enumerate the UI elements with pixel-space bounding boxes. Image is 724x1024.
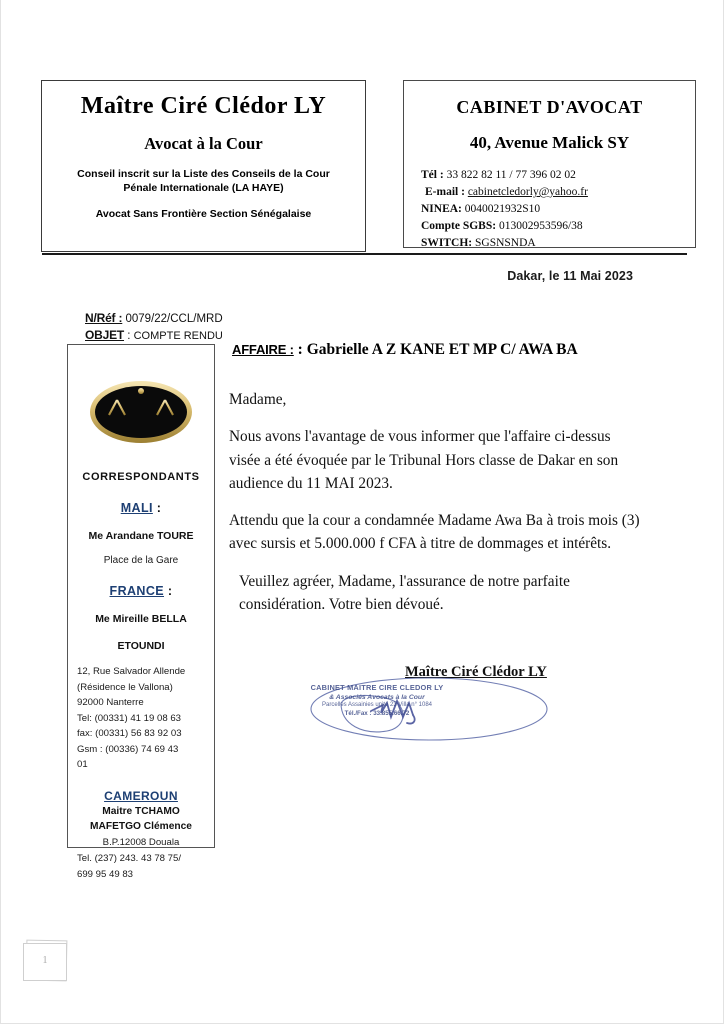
body-paragraph-3: Veuillez agréer, Madame, l'assurance de notre parfaite considération. Votre bien dévoué.	[239, 572, 570, 613]
stamp-line-2: & Associés Avocats à la Cour	[329, 693, 425, 701]
credential-line-2: Pénale Internationale (LA HAYE)	[123, 181, 284, 194]
credential-line-1: Conseil inscrit sur la Liste des Conseils de la Cour	[77, 168, 330, 180]
correspondent-address-mali: Place de la Gare	[103, 555, 179, 566]
correspondent-name-mali: Me Arandane TOURE	[88, 530, 194, 542]
compte-label: Compte SGBS:	[421, 220, 497, 233]
stamp-text-block	[309, 683, 445, 717]
correspondent-name2-cameroun: MAFETGO Clémence	[90, 820, 192, 832]
reference-row	[85, 310, 223, 327]
correspondent-name-france: Me Mireille BELLA	[95, 613, 187, 625]
sidebar-country-mali	[68, 501, 214, 515]
correspondents-heading: CORRESPONDANTS	[82, 471, 200, 483]
email-value[interactable]: cabinetcledorly@yahoo.fr	[467, 186, 588, 199]
correspondent-name-cameroun: Maitre TCHAMO	[102, 805, 180, 817]
address-line: 01	[77, 759, 88, 771]
country-label-france: FRANCE	[109, 584, 165, 598]
cabinet-title: CABINET D'AVOCAT	[456, 97, 643, 117]
address-line: (Résidence le Vallona)	[77, 681, 173, 693]
address-line: Gsm : (00336) 74 69 43	[77, 743, 179, 755]
objet-value: COMPTE RENDU	[133, 330, 223, 343]
country-label-mali: MALI	[120, 501, 153, 515]
salutation: Madame,	[229, 391, 287, 408]
signature-name: Maître Ciré Clédor LY	[405, 664, 547, 680]
cabinet-tel-row	[421, 167, 695, 184]
page-number: 1	[42, 955, 48, 966]
cabinet-address: 40, Avenue Malick SY	[469, 133, 630, 152]
objet-row	[85, 327, 223, 345]
tel-value: 33 822 82 11 / 77 396 02 02	[446, 169, 576, 181]
official-stamp	[301, 673, 551, 745]
affaire-value: Gabrielle A Z KANE ET MP C/ AWA BA	[306, 341, 578, 358]
stamp-line-3: Parcelles Assainies unité 23 Villa n° 1084	[321, 702, 433, 708]
address-line: 12, Rue Salvador Allende	[77, 666, 186, 677]
body-paragraph-1: Nous avons l'avantage de vous informer que l'affaire ci-dessus visée a été évoquée par le Tribunal Hors classe de Dakar en son audience du 11 MAI 2023.	[229, 428, 619, 492]
body-paragraph-2: Attendu que la cour a condamnée Madame Awa Ba à trois mois (3) avec sursis et 5.000.000 f CFA à titre de dommages et intérêts.	[229, 512, 640, 553]
letterhead-right-box	[403, 80, 696, 248]
affaire-label: AFFAIRE :	[232, 342, 294, 357]
address-line: Tel: (00331) 41 19 08 63	[77, 712, 182, 724]
date-line: Dakar, le 11 Mai 2023	[507, 269, 633, 283]
reference-value: 0079/22/CCL/MRD	[125, 313, 223, 325]
firm-role: Avocat à la Cour	[144, 134, 263, 153]
letterhead	[41, 80, 696, 252]
stamp-line-4: Tél./Fax : 33.855.66.72	[344, 709, 410, 717]
objet-separator: :	[124, 330, 131, 343]
cabinet-compte-row	[421, 218, 695, 235]
page-thumbnail[interactable]	[23, 943, 67, 981]
cabinet-email-row	[421, 184, 695, 201]
correspondent-address-cameroun-2: Tel. (237) 243. 43 78 75/	[77, 853, 182, 865]
correspondent-address-cameroun-1: B.P.12008 Douala	[102, 837, 180, 849]
letter-body	[229, 388, 641, 630]
cabinet-contact-block	[421, 167, 695, 252]
objet-label: OBJET	[85, 328, 125, 343]
correspondent-name2-france: ETOUNDI	[117, 640, 165, 652]
ninea-value: 0040021932S10	[464, 203, 541, 216]
ninea-label: NINEA:	[421, 203, 462, 216]
switch-label: SWITCH:	[421, 237, 473, 250]
scales-of-justice-logo	[89, 379, 193, 445]
correspondent-address-france	[77, 664, 214, 773]
sidebar-country-cameroun: CAMEROUN	[104, 788, 178, 803]
country-colon-france: :	[164, 584, 173, 598]
reference-label: N/Réf :	[85, 311, 123, 325]
cabinet-switch-row	[421, 235, 695, 252]
address-line: 92000 Nanterre	[77, 697, 144, 709]
affaire-separator: :	[293, 341, 307, 358]
email-label: E-mail :	[425, 186, 465, 199]
country-colon-mali: :	[152, 501, 162, 515]
correspondent-address-cameroun-3: 699 95 49 83	[77, 869, 134, 881]
switch-value: SGSNSNDA	[475, 237, 536, 250]
sidebar-country-france	[68, 584, 214, 598]
correspondents-sidebar	[67, 344, 215, 881]
credential-line-3: Avocat Sans Frontière Section Sénégalaise	[95, 208, 312, 221]
firm-name: Maître Ciré Clédor LY	[80, 93, 327, 119]
address-line: fax: (00331) 56 83 92 03	[77, 728, 182, 740]
firm-credentials	[56, 168, 351, 195]
affaire-line	[232, 341, 578, 359]
reference-block	[85, 310, 223, 345]
tel-label: Tél :	[421, 169, 444, 181]
letterhead-rule	[42, 253, 687, 255]
stamp-line-1: CABINET MAITRE CIRE CLEDOR LY	[310, 683, 444, 692]
compte-value: 013002953596/38	[498, 220, 583, 233]
letterhead-left-box	[41, 80, 366, 252]
cabinet-ninea-row	[421, 201, 695, 218]
